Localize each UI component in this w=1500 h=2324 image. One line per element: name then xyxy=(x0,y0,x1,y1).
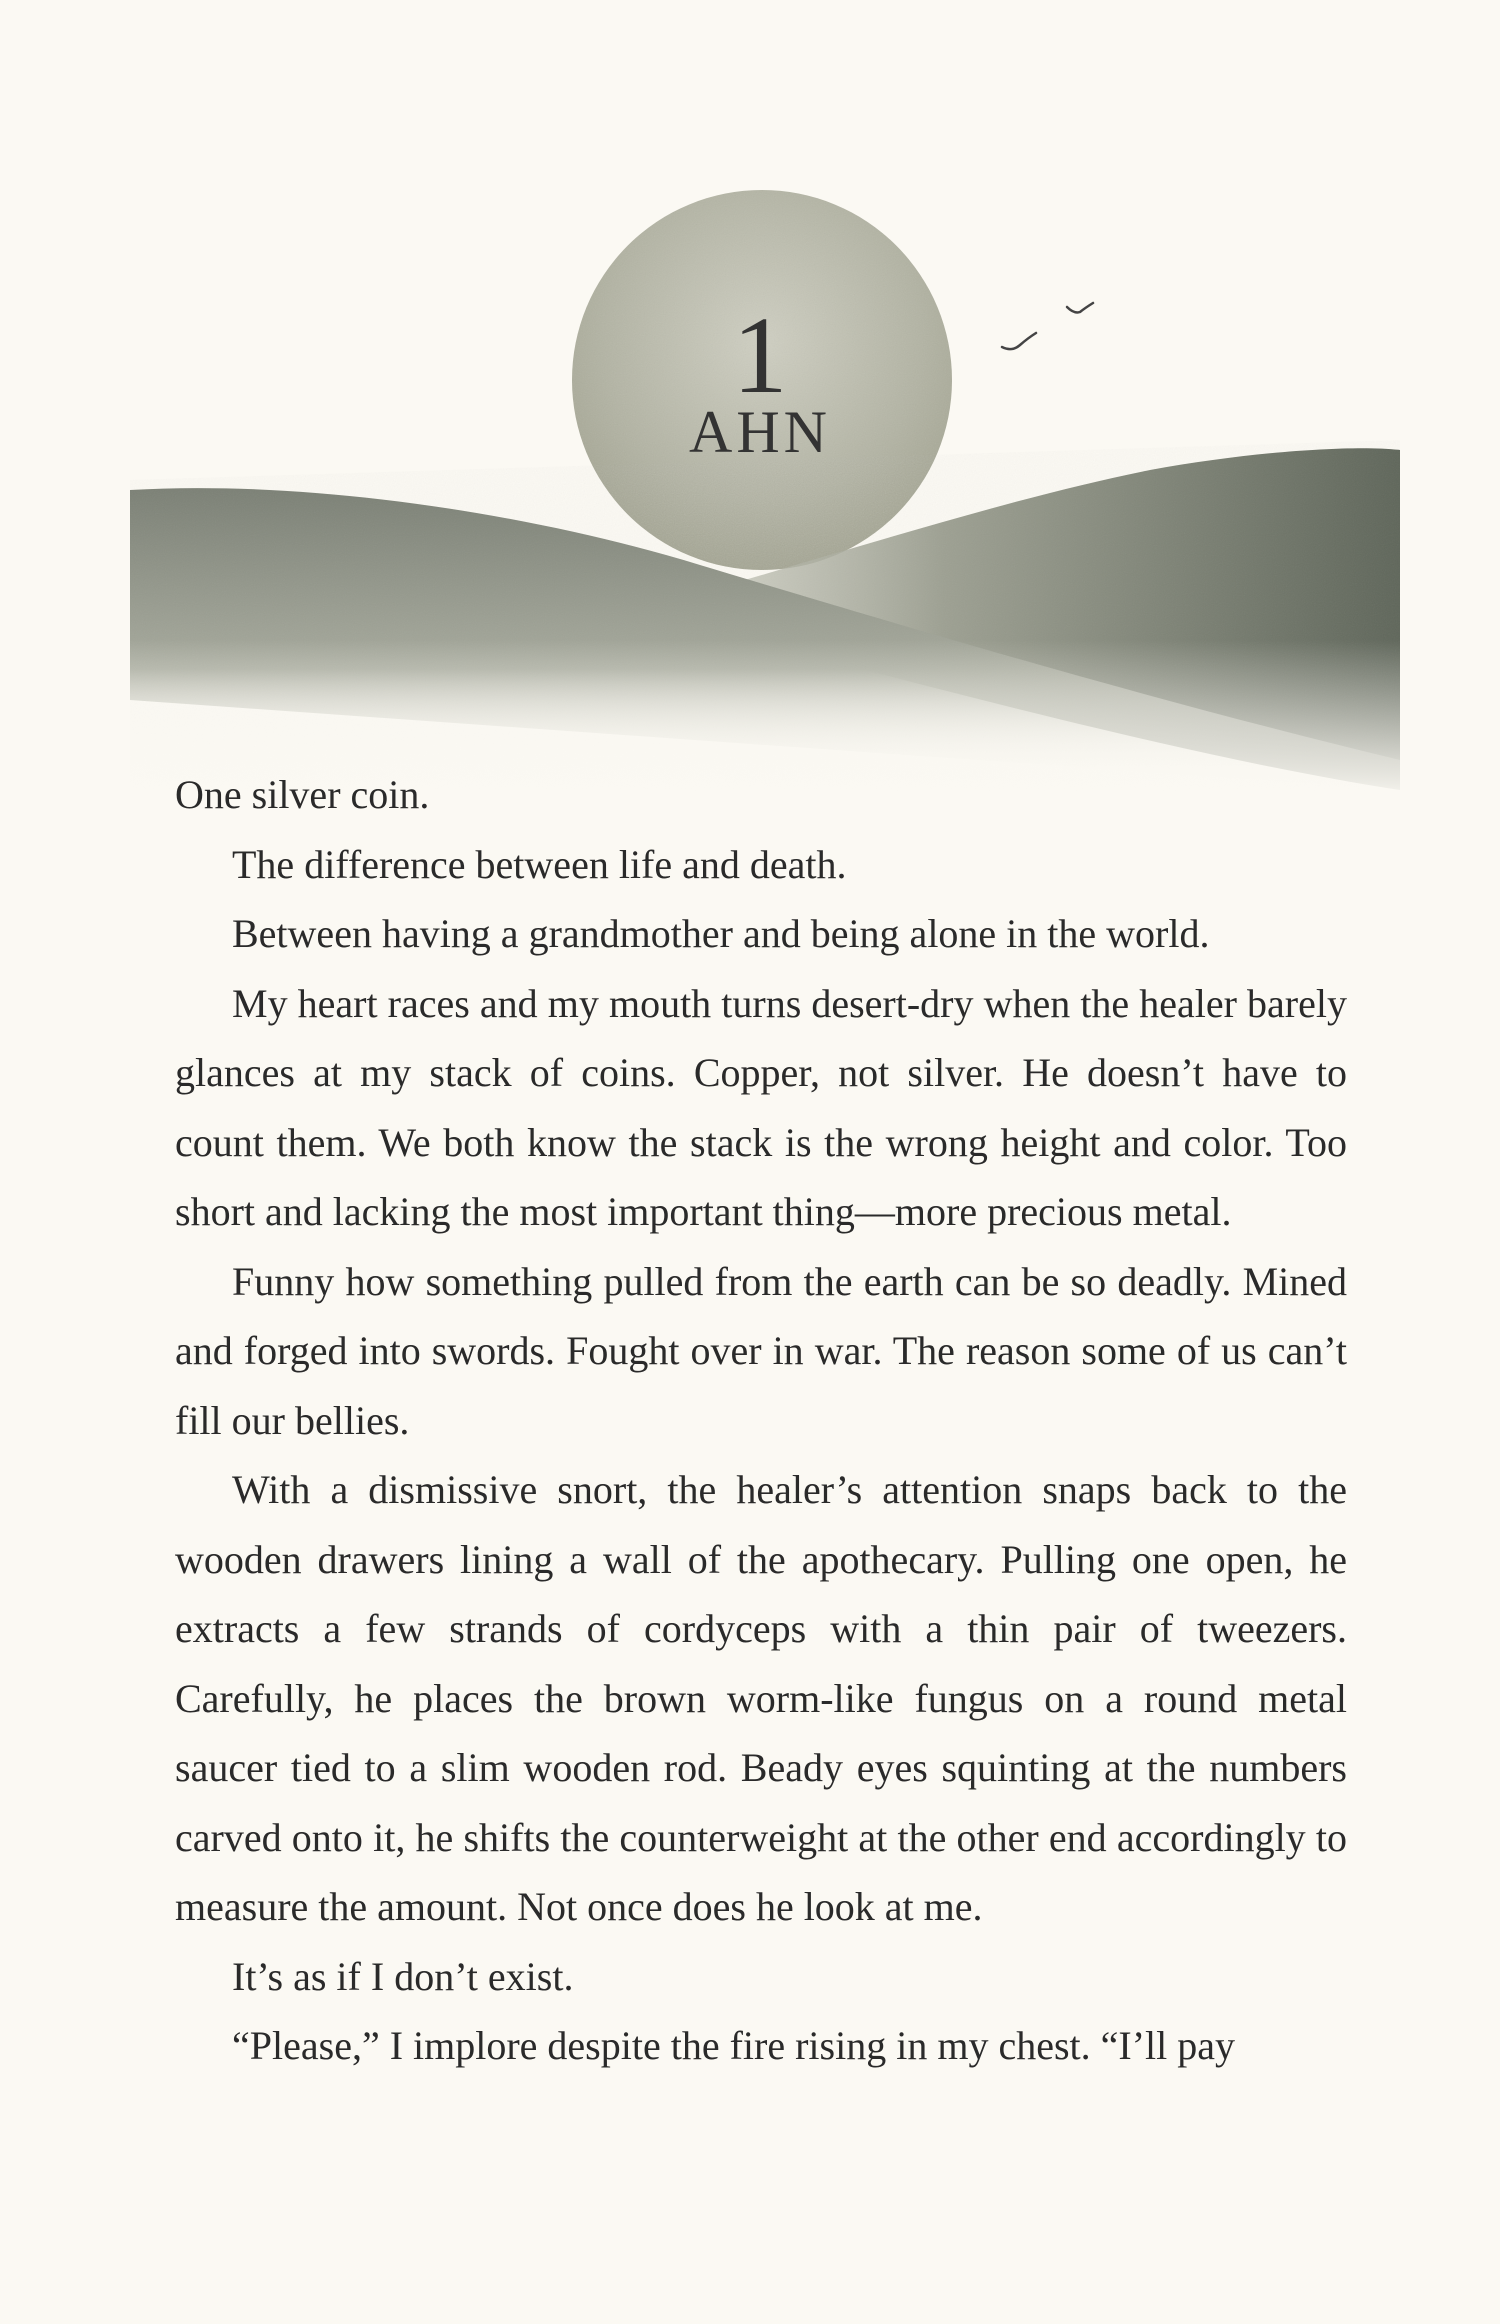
chapter-number: 1 xyxy=(732,294,788,416)
paragraph: The difference between life and death. xyxy=(232,841,847,887)
chapter-body xyxy=(175,760,1347,2081)
paragraph: One silver coin. xyxy=(175,772,430,817)
paragraph: Between having a grandmother and being alone in the world. xyxy=(232,911,1210,956)
paragraph: It’s as if I don’t exist. xyxy=(232,1953,574,1999)
paragraph: With a dismissive snort, the healer’s attention snaps back to the wooden drawers lining a wall of the apothecary. Pulling one open, he extracts a few strands of cordyceps with a thin pair of tweezers. Carefully, he places the brown worm-like fungus on a round metal saucer tied to a slim wooden rod. Beady eyes squinting at the numbers carved onto it, he shifts the counterweight at the other end accordingly to measure the amount. Not once does he look at me. xyxy=(175,1467,1347,1929)
chapter-title: AHN xyxy=(689,399,831,465)
paragraph: “Please,” I implore despite the fire rising in my chest. “I’ll pay xyxy=(232,2023,1236,2068)
paragraph: My heart races and my mouth turns desert-dry when the healer barely glances at my stack of coins. Copper, not silver. He doesn’t have to count them. We both know the stack is the wrong height and color. Too short and lacking the most important thing—more precious metal. xyxy=(175,980,1347,1234)
paragraph: Funny how something pulled from the earth can be so deadly. Mined and forged into swords. Fought over in war. The reason some of us can’t fill our bellies. xyxy=(175,1258,1347,1443)
bird-icons xyxy=(1002,303,1093,349)
